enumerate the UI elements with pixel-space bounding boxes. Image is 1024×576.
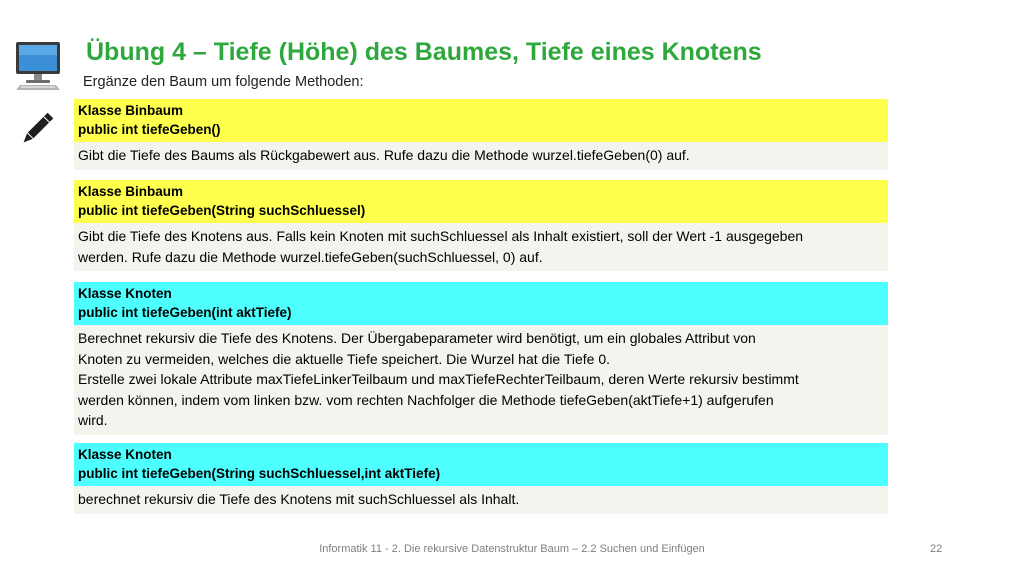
- class-name: Klasse Binbaum: [78, 184, 184, 199]
- method-description: [74, 486, 888, 514]
- description-line: Gibt die Tiefe des Baums als Rückgabewert aus. Rufe dazu die Methode wurzel.tiefeGeben(0) auf.: [78, 147, 690, 163]
- method-description: [74, 223, 888, 271]
- method-table-knoten-tiefe-schluessel: [74, 443, 888, 514]
- description-line: Gibt die Tiefe des Knotens aus. Falls kein Knoten mit suchSchluessel als Inhalt existiert, soll der Wert -1 ausgegeben: [78, 228, 804, 244]
- method-description: [74, 142, 888, 170]
- description-line: Erstelle zwei lokale Attribute maxTiefeLinkerTeilbaum und maxTiefeRechterTeilbaum, deren Werte rekursiv bestimmt: [78, 371, 799, 387]
- description-line: berechnet rekursiv die Tiefe des Knotens mit suchSchluessel als Inhalt.: [78, 491, 520, 507]
- page-title: Übung 4 – Tiefe (Höhe) des Baumes, Tiefe eines Knotens: [86, 38, 762, 66]
- method-table-binbaum-tiefe-schluessel: [74, 180, 888, 271]
- description-line: wird.: [78, 412, 108, 428]
- table-header: [74, 282, 888, 325]
- class-name: Klasse Binbaum: [78, 103, 184, 118]
- method-signature: public int tiefeGeben(): [78, 122, 221, 137]
- method-table-knoten-tiefe: [74, 282, 888, 435]
- method-table-binbaum-tiefe: [74, 99, 888, 170]
- class-name: Klasse Knoten: [78, 286, 172, 301]
- page-number: 22: [930, 543, 943, 555]
- subtitle: Ergänze den Baum um folgende Methoden:: [83, 74, 364, 90]
- method-signature: public int tiefeGeben(int aktTiefe): [78, 305, 292, 320]
- table-header: [74, 99, 888, 142]
- method-description: [74, 325, 888, 435]
- class-name: Klasse Knoten: [78, 447, 172, 462]
- table-header: [74, 180, 888, 223]
- table-header: [74, 443, 888, 486]
- description-line: werden. Rufe dazu die Methode wurzel.tiefeGeben(suchSchluessel, 0) auf.: [78, 248, 543, 265]
- method-signature: public int tiefeGeben(String suchSchluessel): [78, 203, 366, 218]
- method-signature: public int tiefeGeben(String suchSchluessel,int aktTiefe): [78, 466, 441, 481]
- description-line: Berechnet rekursiv die Tiefe des Knotens. Der Übergabeparameter wird benötigt, um ein globales Attribut von: [78, 330, 756, 346]
- description-line: Knoten zu vermeiden, welches die aktuelle Tiefe speichert. Die Wurzel hat die Tiefe 0.: [78, 350, 611, 367]
- computer-icon: [12, 40, 66, 92]
- pencil-icon: [16, 108, 58, 150]
- description-line: werden können, indem vom linken bzw. vom rechten Nachfolger die Methode tiefeGeben(aktTiefe+1) aufgerufen: [78, 391, 774, 408]
- footer-text: Informatik 11 - 2. Die rekursive Datenstruktur Baum – 2.2 Suchen und Einfügen: [319, 543, 705, 555]
